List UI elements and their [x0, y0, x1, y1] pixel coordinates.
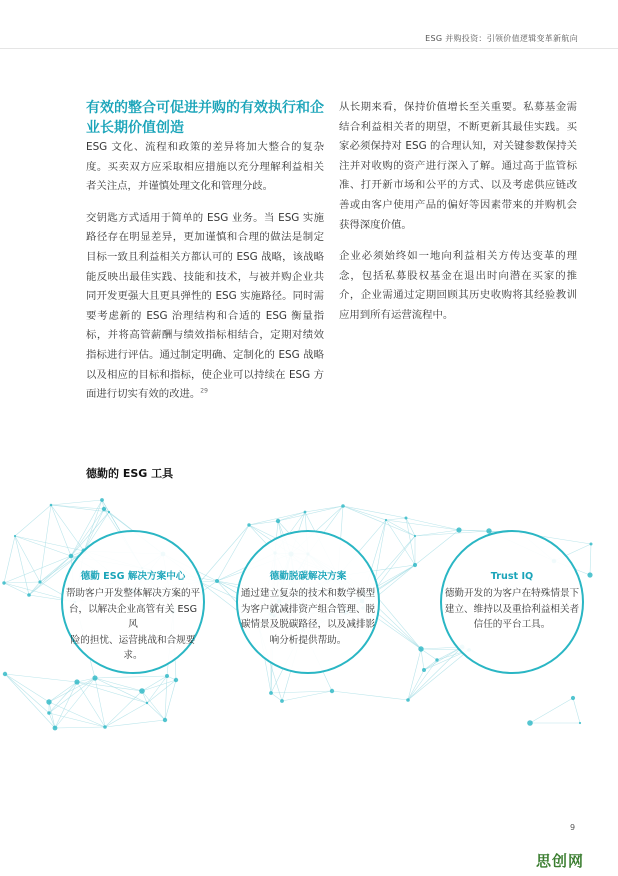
- network-node: [456, 527, 461, 532]
- left-column: [86, 98, 324, 417]
- network-link: [421, 649, 437, 660]
- network-link: [590, 544, 591, 575]
- network-link: [55, 727, 105, 728]
- network-node: [53, 726, 58, 731]
- network-node: [587, 572, 592, 577]
- network-link: [95, 676, 167, 678]
- network-node: [527, 720, 533, 726]
- network-node: [103, 725, 107, 729]
- network-node: [280, 699, 284, 703]
- network-link: [51, 505, 84, 551]
- network-node: [579, 722, 581, 724]
- network-node: [174, 678, 178, 682]
- network-link: [332, 691, 408, 700]
- network-node: [435, 658, 438, 661]
- header-divider: [0, 48, 618, 49]
- network-node: [46, 699, 51, 704]
- network-node: [215, 579, 219, 583]
- page-number: 9: [570, 823, 576, 832]
- network-link: [142, 680, 176, 691]
- network-node: [74, 679, 79, 684]
- network-link: [421, 649, 424, 670]
- network-link: [408, 650, 469, 700]
- tool-card-decarbonization: [236, 530, 380, 674]
- left-paragraph-2: [86, 209, 324, 405]
- running-header: ESG 并购投资：引领价值逻辑变革新航向: [425, 34, 578, 43]
- tool-card-trust-iq: [440, 530, 584, 674]
- network-link: [15, 536, 84, 551]
- network-link: [51, 500, 102, 505]
- network-node: [69, 554, 74, 559]
- tool-card-title: 德勤 ESG 解决方案中心: [80, 571, 186, 582]
- network-link: [278, 506, 343, 521]
- network-link: [408, 670, 424, 700]
- network-node: [330, 689, 334, 693]
- network-link: [271, 693, 282, 701]
- network-link: [147, 703, 165, 720]
- network-node: [47, 711, 51, 715]
- right-column: [339, 98, 577, 338]
- network-node: [304, 511, 307, 514]
- right-paragraph-2: 企业必须始终如一地向利益相关方传达变革的理念，包括私募股权基金在退出时向潜在买家的推介，企业需通过定期回顾其历史收购将其经验教训应用到所有运营流程中。: [339, 250, 577, 321]
- network-node: [276, 519, 280, 523]
- tools-section-title: 德勤的 ESG 工具: [86, 467, 174, 480]
- tool-card-esg-center: [61, 530, 205, 674]
- right-paragraph-1: 从长期来看，保持价值增长至关重要。私募基金需结合利益相关者的期望，不断更新其最佳实践。买家必须保持对 ESG 的合理认知，对关键参数保持关注并对收购的资产进行深入了解。通过高于监管标准、打开新市场和公平的方式、以及考虑供应链改善或由客户使用产品的偏好等因素带来的并购机会获得深度价值。: [339, 101, 577, 231]
- network-node: [50, 504, 53, 507]
- network-link: [77, 682, 147, 703]
- network-link: [386, 518, 406, 520]
- network-node: [14, 535, 16, 537]
- network-link: [15, 536, 29, 595]
- network-link: [49, 682, 77, 702]
- network-node: [414, 535, 416, 537]
- network-node: [590, 543, 593, 546]
- network-link: [4, 583, 29, 595]
- tool-card-text: 通过建立复杂的技术和数学模型 为客户就减排资产组合管理、脱 碳情景及脱碳路径，以及减排影 响分析提供帮助。: [240, 588, 376, 646]
- network-link: [105, 720, 165, 727]
- network-node: [165, 674, 169, 678]
- network-node: [3, 672, 7, 676]
- network-node: [163, 718, 167, 722]
- network-node: [27, 593, 31, 597]
- footnote-ref[interactable]: 29: [200, 387, 208, 395]
- network-link: [142, 676, 167, 691]
- network-link: [142, 691, 165, 720]
- network-link: [5, 674, 49, 713]
- network-link: [4, 582, 40, 583]
- network-link: [373, 536, 415, 592]
- network-node: [269, 691, 273, 695]
- section-heading: 有效的整合可促进并购的有效执行和企业长期价值创造: [86, 100, 324, 136]
- tool-card-title: Trust IQ: [490, 571, 534, 582]
- network-node: [38, 580, 41, 583]
- network-link: [343, 506, 415, 536]
- left-paragraph-1: ESG 文化、流程和政策的差异将加大整合的复杂度。买卖双方应采取相应措施以充分理解利益相关者关注点，并谨慎处理文化和管理分歧。: [86, 141, 324, 193]
- network-node: [405, 517, 408, 520]
- network-link: [573, 698, 580, 723]
- network-node: [571, 696, 575, 700]
- network-link: [408, 647, 462, 700]
- network-link: [4, 536, 15, 583]
- tool-card-title: 德勤脱碳解决方案: [269, 571, 347, 582]
- network-link: [386, 520, 415, 536]
- tool-card-text: 德勤开发的为客户在特殊情景下 建立、维持以及重拾利益相关者 信任的平台工具。: [444, 588, 580, 630]
- network-node: [406, 698, 410, 702]
- network-link: [15, 536, 71, 556]
- network-node: [108, 511, 110, 513]
- network-link: [51, 505, 71, 556]
- network-link: [408, 649, 421, 700]
- network-node: [341, 504, 345, 508]
- network-node: [2, 581, 5, 584]
- network-link: [15, 536, 40, 582]
- network-node: [418, 646, 423, 651]
- network-node: [247, 523, 250, 526]
- network-link: [278, 512, 305, 521]
- watermark: 思创网: [536, 852, 585, 870]
- network-link: [530, 698, 573, 723]
- network-node: [146, 702, 148, 704]
- network-node: [139, 688, 145, 694]
- tool-card-text: 帮助客户开发整体解决方案的平 台，以解决企业高管有关 ESG 风 险的担忧、运营挑战和合规要 求。: [65, 588, 201, 661]
- network-node: [102, 507, 106, 511]
- network-node: [385, 519, 387, 521]
- network-node: [100, 498, 104, 502]
- network-node: [422, 668, 426, 672]
- network-link: [29, 582, 40, 595]
- network-node: [413, 563, 417, 567]
- network-link: [15, 505, 51, 536]
- left-paragraph-2-text: 交钥匙方式适用于简单的 ESG 业务。当 ESG 实施路径存在明显差异，更加谨慎和合理的做法是制定目标一致且利益相关方都认可的 ESG 战略，该战略能反映出最佳实践、技能和技术，与被并购企业共同开发更强大且更具弹性的 ESG 实施路径。同时需要考虑新的 ESG 治理结构和合适的 ESG 衡量指标，并将高管薪酬与绩效指标相结合，定期对绩效指标进行评估。通过制定明确、定制化的 ESG 战略以及相应的目标和指标，使企业可以持续在 ESG 方面进行切实有效的改进。: [86, 211, 324, 401]
- network-link: [424, 647, 462, 670]
- network-link: [77, 682, 142, 691]
- network-node: [92, 675, 97, 680]
